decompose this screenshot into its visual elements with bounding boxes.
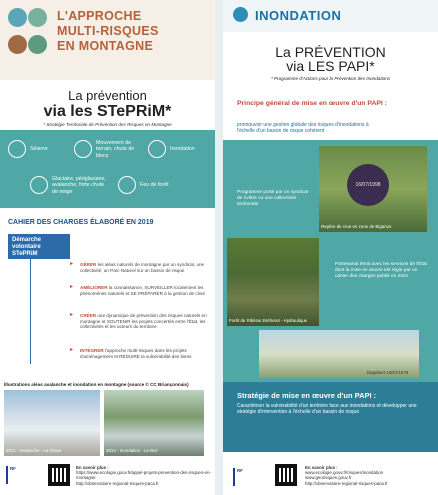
hazard-box — [0, 130, 215, 208]
list-item: ▸ CRÉER une dynamique de prévention des risques naturels en montagne et SOUTENIR les projets concertés entre l'État, les collectivités et les acteurs du territoire — [70, 312, 207, 330]
republique-logo: RF — [6, 466, 42, 484]
footer-link[interactable]: https://www.ecologie.gouv.fr/appel-projets-prevention-des-risques-en-montagne — [76, 470, 211, 481]
footer-link[interactable]: www.ecologie.gouv.fr/risques/inondation — [305, 470, 384, 476]
list-item: ▸ GÉRER les aléas naturels de montagne par un syndicat, une collectivité, un Parc Naturel sur un bassin de risque — [70, 261, 205, 273]
panel-divider — [215, 0, 223, 495]
left-subtitle: La prévention via les STePRiM* * Stratégie Territoriale de Prévention des Risques en Montagne — [43, 88, 172, 127]
flood-marker: 16/07/1998 — [347, 164, 389, 206]
illustrations-title: Illustrations aléas avalanche et inondation en montagne (source © CC Briançonnais) — [4, 382, 189, 387]
hazard-icon-grid — [8, 8, 52, 62]
list-item: ▸ INTÉGRER l'approche multi-risques dans les projets d'aménagement et RÉDUIRE la vulnérabilité des biens — [70, 347, 192, 359]
avalanche-icon — [8, 35, 27, 54]
right-header — [223, 0, 438, 32]
flood-photo: 2013 - Inondation - Le Bez — [104, 390, 204, 456]
strategy-title: Stratégie de mise en œuvre d'un PAPI : — [237, 391, 377, 400]
hazard-item: Séisme — [8, 140, 63, 158]
landslide-icon — [74, 140, 92, 158]
hazard-item: Glaciaire, périglaciaire, avalanche, forte chute de neige — [30, 176, 110, 195]
flood-marker-photo: 16/07/1998 Repère de crue en zone de Biganos — [319, 146, 427, 232]
republique-logo: RF — [233, 468, 273, 486]
left-footer: En savoir plus : https://www.ecologie.gouv.fr/appel-projets-prevention-des-risques-en-montagne http://observatoire-regional-risques-paca.fr — [76, 465, 211, 486]
strategy-text: Caractériser la vulnérabilité d'un territoire face aux inondations et développer une stratégie d'intervention à l'échelle d'un bassin de risque — [237, 403, 417, 415]
footer-link[interactable]: http://observatoire-regional-risques-paca.fr — [76, 480, 159, 486]
programme-text: Programme porté par un syndicat de rivière ou une collectivité territoriale — [237, 190, 309, 207]
footer-link[interactable]: http://observatoire-regional-risques-paca.fr — [305, 480, 388, 486]
qr-code[interactable] — [275, 464, 297, 486]
demarche-box: Démarche volontaire STePRiM — [8, 234, 70, 259]
cahier-title: CAHIER DES CHARGES ÉLABORÉ EN 2019 — [8, 219, 154, 226]
flood-icon — [233, 7, 248, 22]
footer-link[interactable]: www.georisques.gouv.fr — [305, 475, 352, 481]
partenariat-text: Partenariat étroit avec les services de l'État dont la mise en œuvre est régie par un cahier des charges publié en 2021 — [335, 262, 427, 279]
principe-title: Principe général de mise en œuvre d'un PAPI : — [237, 100, 387, 107]
forest-fire-icon — [118, 176, 136, 194]
qr-code[interactable] — [48, 464, 70, 486]
flood-icon — [28, 8, 47, 27]
arrow-icon: ▸ — [70, 261, 74, 267]
seismic-icon — [8, 140, 26, 158]
arrow-icon: ▸ — [70, 347, 74, 353]
forest-icon — [28, 35, 47, 54]
right-title: INONDATION — [255, 8, 342, 23]
left-poster — [0, 0, 215, 495]
left-title: L'APPROCHE MULTI-RISQUES EN MONTAGNE — [57, 9, 159, 53]
right-subtitle: La PRÉVENTION via LES PAPI* * Programme d'Actions pour la Prévention des Inondations — [270, 44, 391, 81]
arrow-icon: ▸ — [70, 312, 74, 318]
left-header — [0, 0, 215, 80]
hazard-item: Feu de forêt — [118, 176, 188, 194]
hazard-item: Mouvement de terrain, chute de blocs — [74, 140, 144, 159]
flood-diagram: Dagobert 16/07/1978 — [259, 330, 419, 378]
river-photo: Forêt de Ribérac Bréheret - Hydraulique — [227, 238, 319, 326]
hazard-item: Inondation — [148, 140, 212, 158]
right-footer: En savoir plus : www.ecologie.gouv.fr/risques/inondation www.georisques.gouv.fr http://observatoire-regional-risques-paca.fr — [305, 465, 435, 486]
arrow-icon: ▸ — [70, 284, 74, 290]
list-item: ▸ AMÉLIORER la connaissance, SURVEILLER localement les phénomènes naturels et SE PRÉPARER à la gestion de crise — [70, 284, 206, 296]
flood-icon — [148, 140, 166, 158]
bracket-line — [30, 259, 44, 364]
principe-text: promouvoir une gestion globale des risques d'inondations à l'échelle d'un bassin de risque cohérent — [237, 122, 369, 134]
right-poster — [223, 0, 438, 495]
avalanche-photo: 2011 - Avalanche - La Grave — [4, 390, 100, 456]
glacier-icon — [30, 176, 48, 194]
earthquake-icon — [8, 8, 27, 27]
